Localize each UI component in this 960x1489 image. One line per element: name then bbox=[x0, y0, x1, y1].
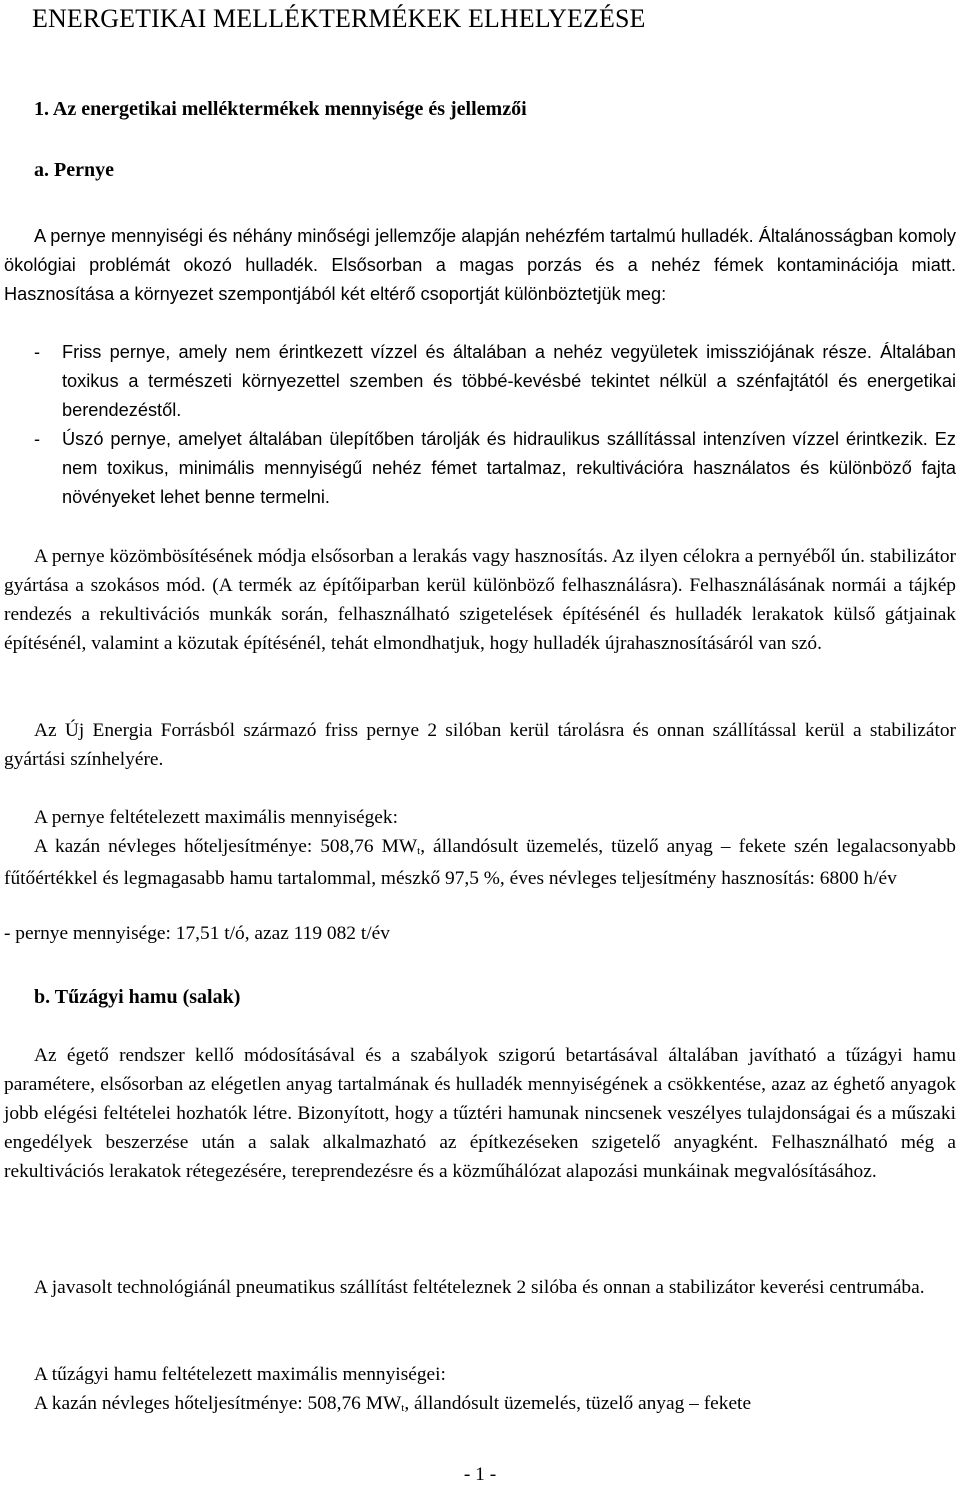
paragraph-neutralization: A pernye közömbösítésének módja elsősorban a lerakás vagy hasznosítás. Az ilyen célokra a pernyéből ún. stabilizátor gyártása a szokásos mód. (A termék az építőiparban kerül különböző felhasználásra). Felhasználásának normái a tájkép rendezés a rekultivációs munkák során, felhasználható szigetelések építésénél és hulladék lerakatok külső gátjainak építésénél, valamint a közutak építésénél, tehát elmondhatjuk, hogy hulladék újrahasznosításáról van szó. bbox=[4, 546, 956, 654]
subsection-heading-a: a. Pernye bbox=[34, 159, 114, 181]
paragraph-ash-quantity-heading: A tűzágyi hamu feltételezett maximális mennyiségei: bbox=[34, 1364, 446, 1385]
unit-subscript: t bbox=[401, 1402, 405, 1414]
boiler-text-post: , állandósult üzemelés, tüzelő anyag – fekete szén legalacsonyabb fűtőértékkel és legmagasabb hamu tartalommal, mészkő 97,5 %, éves névleges teljesítmény hasznosítás: 6800 h/év bbox=[4, 836, 956, 889]
subsection-heading-b: b. Tűzágyi hamu (salak) bbox=[34, 986, 241, 1008]
paragraph-pernye-quantity-heading: A pernye feltételezett maximális mennyiségek: bbox=[34, 807, 398, 828]
boiler-text-post: , állandósult üzemelés, tüzelő anyag – fekete bbox=[404, 1393, 752, 1414]
list-item-text: Friss pernye, amely nem érintkezett vízzel és általában a nehéz vegyületek imissziójának része. Általában toxikus a természeti környezettel szemben és többé-kevésbé tekintet nélkül a szénfajtától és energetikai berendezéstől. bbox=[62, 342, 956, 420]
paragraph-pneumatic-transport: A javasolt technológiánál pneumatikus szállítást feltételeznek 2 silóba és onnan a stabilizátor keverési centrumába. bbox=[34, 1277, 925, 1298]
paragraph-ash-boiler bbox=[4, 1389, 956, 1421]
boiler-text-pre: A kazán névleges hőteljesítménye: 508,76 MW bbox=[34, 836, 418, 857]
paragraph-pernye-intro: A pernye mennyiségi és néhány minőségi jellemzője alapján nehézfém tartalmú hulladék. Általánosságban komoly ökológiai problémát okozó hulladék. Elsősorban a magas porzás és a nehéz fémek kontaminációja miatt. Hasznosítása a környezet szempontjából két eltérő csoportját különböztetjük meg: bbox=[4, 226, 956, 304]
section-heading-1: 1. Az energetikai melléktermékek mennyisége és jellemzői bbox=[34, 98, 527, 120]
paragraph-bottom-ash: Az égető rendszer kellő módosításával és a szabályok szigorú betartásával általában javítható a tűzágyi hamu paramétere, elsősorban az elégetlen anyag tartalmának és hulladék mennyiségének a csökkentése, azaz az éghető anyagok jobb elégési feltételei hozhatók létre. Bizonyított, hogy a tűztéri hamunak nincsenek veszélyes tulajdonságai és a műszaki engedélyek beszerzése után a salak alkalmazható az építkezéseken szigetelő anyagként. Felhasználható még a rekultivációs lerakatok rétegezésére, tereprendezésre és a közműhálózat alapozási munkáinak megvalósításához. bbox=[4, 1045, 956, 1182]
list-item bbox=[34, 425, 956, 512]
paragraph-pernye-boiler bbox=[4, 832, 956, 893]
page-number: - 1 - bbox=[463, 1464, 497, 1485]
list-item-text: Úszó pernye, amelyet általában ülepítőben tárolják és hidraulikus szállítással intenzíven vízzel érintkezik. Ez nem toxikus, minimális mennyiségű nehéz fémet tartalmaz, rekultivációra használatos és különböző fajta növényeket lehet benne termelni. bbox=[62, 429, 956, 507]
boiler-text-pre: A kazán névleges hőteljesítménye: 508,76 MW bbox=[34, 1393, 402, 1414]
paragraph-storage: Az Új Energia Forrásból származó friss pernye 2 silóban kerül tárolásra és onnan szállítással kerül a stabilizátor gyártási színhelyére. bbox=[4, 720, 956, 770]
list-dash: - bbox=[34, 429, 41, 449]
list-item bbox=[34, 338, 956, 425]
paragraph-pernye-amount: - pernye mennyisége: 17,51 t/ó, azaz 119 082 t/év bbox=[4, 923, 390, 944]
list-dash: - bbox=[34, 342, 41, 362]
unit-subscript: t bbox=[417, 845, 421, 857]
document-title: ENERGETIKAI MELLÉKTERMÉKEK ELHELYEZÉSE bbox=[32, 4, 646, 33]
